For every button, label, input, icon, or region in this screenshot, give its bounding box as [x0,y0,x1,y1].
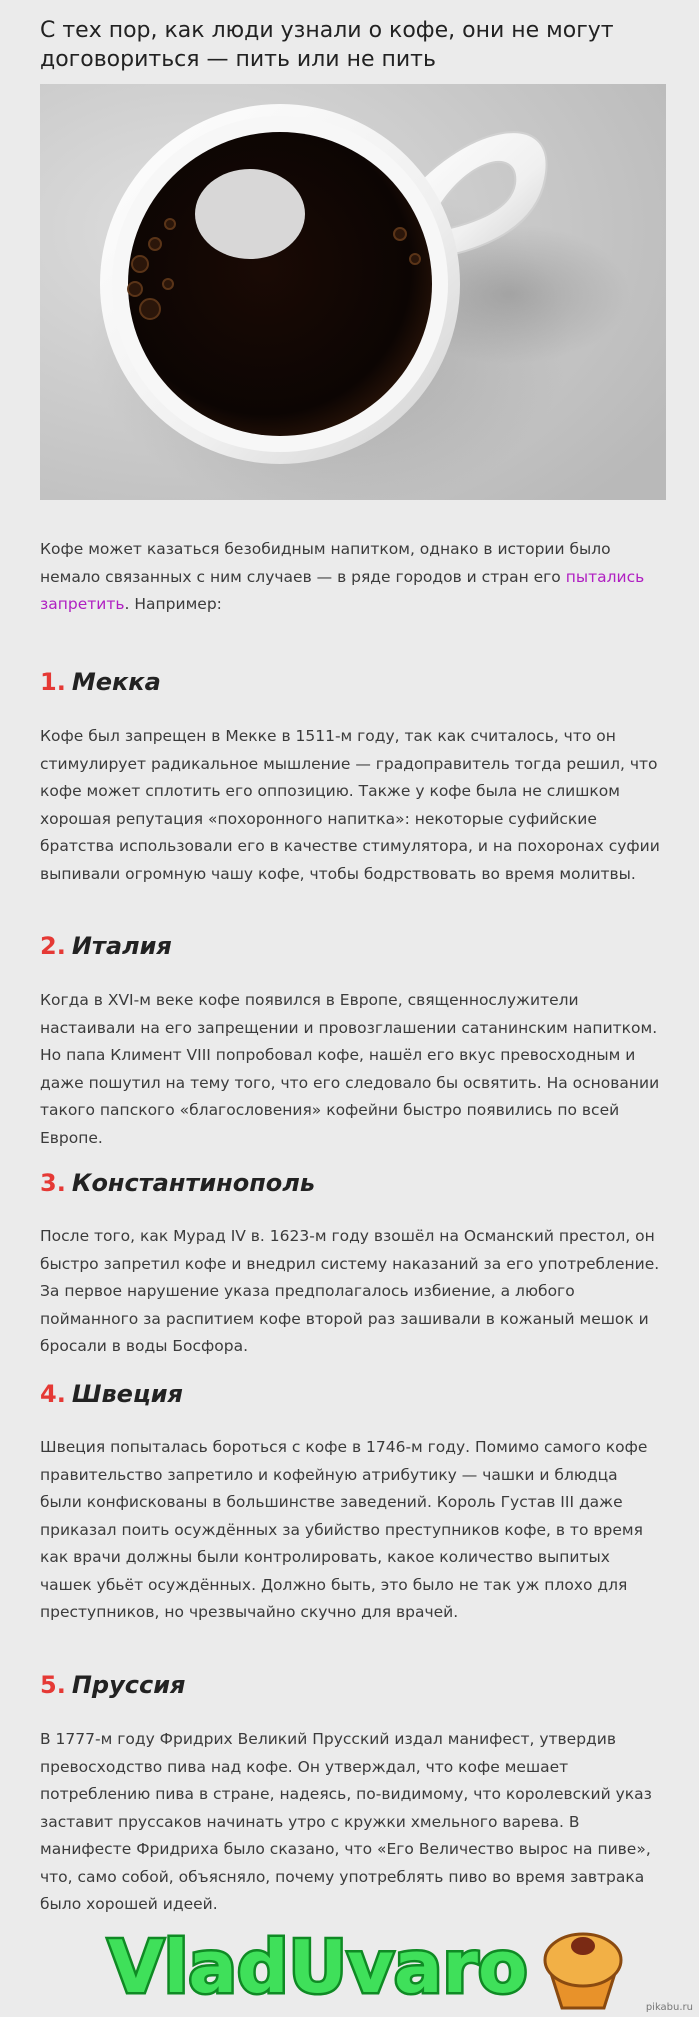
section-heading-3 [40,1168,640,1198]
section-text-3: После того, как Мурад IV в. 1623-м году взошёл на Османский престол, он быстро запретил кофе и внедрил систему наказаний за его употребление. За первое нарушение указа предполагалось избиение, а любого пойманного за распитием кофе второй раз зашивали в кожаный мешок и бросали в воды Босфора. [40,1227,660,1355]
section-number: 3. [40,1169,66,1197]
site-watermark: pikabu.ru [645,2002,693,2013]
section-heading-1 [40,667,640,697]
section-text-4: Швеция попыталась бороться с кофе в 1746-м году. Помимо самого кофе правительство запретило и кофейную атрибутику — чашки и блюдца были конфискованы в большинстве заведений. Король Густав III даже приказал поить осуждённых за убийство преступников кофе, в то время как врачи должны были контролировать, какое количество выпитых чашек убьёт осуждённых. Должно быть, это было не так уж плохо для преступников, но чрезвычайно скучно для врачей. [40,1438,648,1621]
section-number: 1. [40,668,66,696]
section-number: 5. [40,1671,66,1699]
coffee-cup-illustration [40,84,666,500]
section-heading-4 [40,1379,640,1409]
section-title: Швеция [71,1380,183,1408]
section-text-5: В 1777-м году Фридрих Великий Прусский издал манифест, утвердив превосходство пива над кофе. Он утверждал, что кофе мешает потреблению пива в стране, надеясь, по-видимому, что королевский указ заставит пруссаков начинать утро с кружки хмельного варева. В манифесте Фридриха было сказано, что «Его Величество вырос на пиве», что, само собой, объясняло, почему употреблять пиво во время завтрака было хорошей идеей. [40,1730,652,1913]
section-title: Константинополь [71,1169,316,1197]
section-number: 4. [40,1380,66,1408]
intro-text-end: . Например: [124,595,222,613]
logo-text: VladUvaro [108,1925,528,2009]
section-text-2: Когда в XVI-м веке кофе появился в Европе, священнослужители настаивали на его запрещении и провозглашении сатанинским напитком. Но папа Климент VIII попробовал кофе, нашёл его вкус превосходным и даже пошутил на тему того, что его следовало бы освятить. На основании такого папского «благословения» кофейни быстро появились по всей Европе. [40,991,660,1147]
author-logo [104,1918,624,2010]
article-subtitle: С тех пор, как люди узнали о кофе, они не могут договориться — пить или не пить [40,18,614,72]
intro-text: Кофе может казаться безобидным напитком, однако в истории было немало связанных с ним случаев — в ряде городов и стран его [40,540,611,586]
section-text-1: Кофе был запрещен в Мекке в 1511-м году, так как считалось, что он стимулирует радикальное мышление — градоправитель тогда решил, что кофе может сплотить его оппозицию. Также у кофе была не слишком хорошая репутация «похоронного напитка»: некоторые суфийские братства использовали его в качестве стимулятора, и на похоронах суфии выпивали огромную чашу кофе, чтобы бодрствовать во время молитвы. [40,727,660,883]
section-title: Пруссия [71,1671,186,1699]
section-heading-2 [40,931,640,961]
intro-link[interactable]: пытались запретить [40,567,645,613]
coffee-cup-image [40,84,666,500]
muffin-icon [545,1934,621,2008]
section-title: Мекка [71,668,161,696]
section-heading-5 [40,1670,640,1700]
section-number: 2. [40,932,66,960]
intro-paragraph [40,536,660,619]
section-title: Италия [71,932,172,960]
